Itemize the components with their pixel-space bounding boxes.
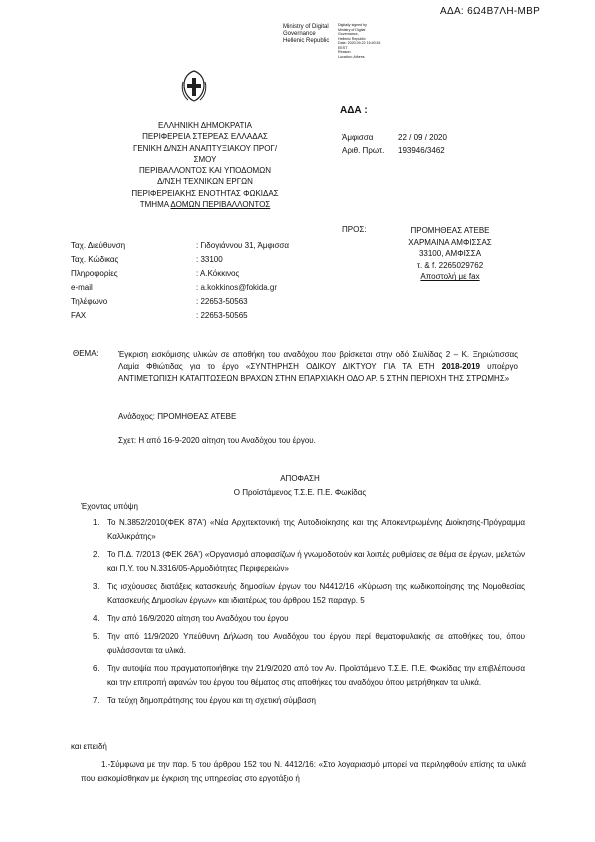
- contact-details: [71, 239, 311, 324]
- contractor-line: Ανάδοχος: ΠΡΟΜΗΘΕΑΣ ΑΤΕΒΕ: [118, 412, 237, 421]
- recipient-block: ΠΡΟΜΗΘΕΑΣ ΑΤΕΒΕ ΧΑΡΜΑΙΝΑ ΑΜΦΙΣΣΑΣ 33100, ΑΜΦΙΣΣΑ τ. & f. 2265029762 Αποστολή με fax: [390, 225, 510, 283]
- ada-label: ΑΔΑ :: [340, 105, 368, 116]
- contact-row: e-mail : a.kokkinos@fokida.gr: [71, 283, 278, 293]
- subject-label: ΘΕΜΑ:: [73, 349, 99, 358]
- contact-row: Τηλέφωνο : 22653-50563: [71, 297, 248, 307]
- ada-top: ΑΔΑ: 6Ω4Β7ΛΗ-ΜΒΡ: [440, 6, 541, 17]
- contact-row: FAX : 22653-50565: [71, 311, 248, 321]
- protocol-number: 193946/3462: [398, 146, 445, 155]
- reference-line: Σχετ: Η από 16-9-2020 αίτηση του Αναδόχου του έργου.: [118, 436, 316, 445]
- place: Άμφισσα: [342, 133, 374, 142]
- signature-right: Digitally signed by Ministry of Digital Governance, Hellenic Republic Date: 2020.09.22 15:40:51 EEST Reason: Location: Athens: [338, 23, 381, 59]
- department-line: ΤΜΗΜΑ ΔΟΜΩΝ ΠΕΡΙΒΑΛΛΟΝΤΟΣ: [139, 200, 271, 210]
- list-item: 2. Το Π.Δ. 7/2013 (ΦΕΚ 26Α') «Οργανισμό αποφασίζων ή γνωμοδοτούν και λοιπές ρυθμίσεις σε θέμα σε έργων, μελετών και Π.Υ. του Ν.3316/05-Αρμοδιότητες Περιφερειών»: [93, 550, 525, 573]
- contact-row: Ταχ. Κώδικας : 33100: [71, 255, 223, 265]
- list-item: 5. Την από 11/9/2020 Υπεύθυνη Δήλωση του Αναδόχου του έργου περί θεματοφυλακής σε αποθήκες του, όπου φυλάσσονται τα υλικά.: [93, 632, 525, 655]
- list-item: 6. Την αυτοψία που πραγματοποιήθηκε την 21/9/2020 από τον Αν. Προϊστάμενο Τ.Σ.Ε. Π.Ε. Φωκίδας την επιβλέπουσα και την επιτροπή αφανών του έργου του θέματος στις αποθήκες του αναδόχου όπου μετρήθηκαν τα υλικά.: [93, 664, 525, 687]
- issuer-header: ΕΛΛΗΝΙΚΗ ΔΗΜΟΚΡΑΤΙΑ ΠΕΡΙΦΕΡΕΙΑ ΣΤΕΡΕΑΣ ΕΛΛΑΔΑΣ ΓΕΝΙΚΗ Δ/ΝΣΗ ΑΝΑΠΤΥΞΙΑΚΟΥ ΠΡΟΓ/ΣΜΟΥ ΠΕΡΙΒΑΛΛΟΝΤΟΣ ΚΑΙ ΥΠΟΔΟΜΩΝ Δ/ΝΣΗ ΤΕΧΝΙΚΩΝ ΕΡΓΩΝ ΠΕΡΙΦΕΡΕΙΑΚΗΣ ΕΝΟΤΗΤΑΣ ΦΩΚΙΔΑΣ ΤΜΗΜΑ ΔΟΜΩΝ ΠΕΡΙΒΑΛΛΟΝΤΟΣ: [125, 120, 285, 210]
- contact-row: Πληροφορίες : Α.Κόκκινος: [71, 269, 240, 279]
- date: 22 / 09 / 2020: [398, 133, 447, 142]
- greek-coat-of-arms-icon: [179, 68, 209, 104]
- decision-title: ΑΠΟΦΑΣΗ: [280, 474, 320, 483]
- signature-left: Ministry of Digital Governance Hellenic Republic: [283, 24, 330, 44]
- list-item: 1. Το Ν.3852/2010(ΦΕΚ 87Α') «Νέα Αρχιτεκτονική της Αυτοδιοίκησης και της Αποκεντρωμένης Διοίκησης-Πρόγραμμα Καλλικράτης»: [93, 518, 525, 541]
- protocol-label: Αριθ. Πρωτ.: [342, 146, 385, 155]
- final-paragraph: 1.-Σύμφωνα με την παρ. 5 του άρθρου 152 του Ν. 4412/16: «Στο λογαριασμό μπορεί να περιληφθούν επίσης τα υλικά που εισκομίσθηκαν με έγκριση της υπηρεσίας στο εργοτάξιο ή: [81, 760, 526, 783]
- recipient-label: ΠΡΟΣ:: [342, 225, 367, 234]
- send-by-fax: Αποστολή με fax: [420, 272, 480, 282]
- list-item: 7. Τα τεύχη δημοπράτησης του έργου και τη σχετική σύμβαση: [93, 696, 316, 705]
- list-item: 4. Την από 16/9/2020 αίτηση του Αναδόχου του έργου: [93, 614, 289, 623]
- list-item: 3. Τις ισχύουσες διατάξεις κατασκευής δημοσίων έργων του Ν4412/16 «Κύρωση της κωδικοποίησης της Νομοθεσίας Κατασκευής Δημοσίων έργων» και ιδιαιτέρως του άρθρου 152 παραγρ. 5: [93, 582, 525, 605]
- considerations-list: [93, 516, 525, 712]
- decision-subtitle: Ο Προϊστάμενος Τ.Σ.Ε. Π.Ε. Φωκίδας: [233, 488, 367, 497]
- contact-row: Ταχ. Διεύθυνση : Γιδογιάννου 31, Άμφισσα: [71, 241, 289, 250]
- place-date-block: [342, 133, 492, 156]
- subject-text: Έγκριση εισκόμισης υλικών σε αποθήκη του αναδόχου που βρίσκεται στην οδό Σιυλίδας 2 – Κ. Ξηριώτισσας Λαμία Φθιώτιδας για το έργο «ΣΥΝΤΗΡΗΣΗ ΟΔΙΚΟΥ ΔΙΚΤΥΟΥ ΓΙΑ ΤΑ ΕΤΗ 2018-2019 υποέργο ΑΝΤΙΜΕΤΩΠΙΣΗ ΚΑΤΑΠΤΩΣΕΩΝ ΒΡΑΧΩΝ ΣΤΗΝ ΕΠΑΡΧΙΑΚΗ ΟΔΟ ΑΡ. 5 ΣΤΗΝ ΠΕΡΙΟΧΗ ΤΗΣ ΣΤΡΩΜΗΣ»: [118, 350, 518, 384]
- having-regard: Έχοντας υπόψη: [81, 502, 138, 511]
- and-because: και επειδή: [71, 742, 107, 751]
